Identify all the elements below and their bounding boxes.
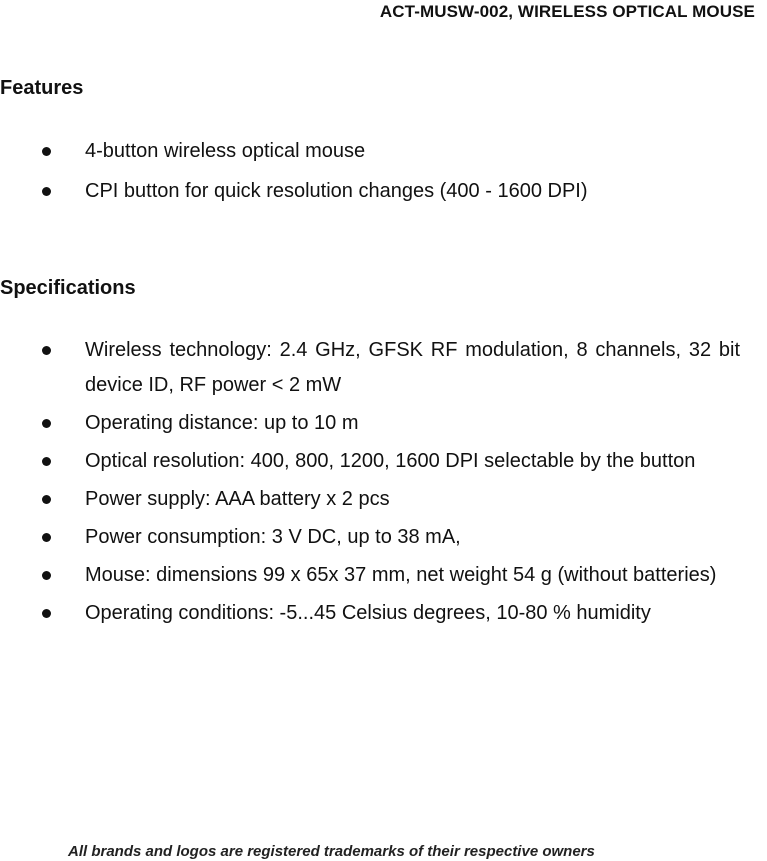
bullet-icon — [42, 457, 51, 466]
spec-item-text: Operating conditions: -5...45 Celsius degrees, 10-80 % humidity — [85, 602, 651, 624]
bullet-icon — [42, 571, 51, 580]
spec-item — [0, 520, 740, 555]
spec-item-text: Mouse: dimensions 99 x 65x 37 mm, net weight 54 g (without batteries) — [85, 564, 717, 586]
spec-item — [0, 444, 740, 479]
bullet-icon — [42, 495, 51, 504]
spec-item-text: Optical resolution: 400, 800, 1200, 1600 DPI selectable by the button — [85, 450, 696, 472]
bullet-icon — [42, 533, 51, 542]
spec-item-text: Operating distance: up to 10 m — [85, 412, 359, 434]
spec-item — [0, 482, 740, 517]
features-list — [0, 134, 740, 214]
spec-item — [0, 558, 740, 593]
bullet-icon — [42, 147, 51, 156]
document-title: ACT-MUSW-002, WIRELESS OPTICAL MOUSE — [379, 2, 755, 21]
trademark-footer: All brands and logos are registered trademarks of their respective owners — [68, 843, 595, 860]
bullet-icon — [42, 187, 51, 196]
bullet-icon — [42, 419, 51, 428]
bullet-icon — [42, 609, 51, 618]
spec-item-text: Wireless technology: 2.4 GHz, GFSK RF modulation, 8 channels, 32 bit device ID, RF power < 2 mW — [85, 339, 740, 396]
feature-item — [0, 134, 740, 169]
spec-item — [0, 596, 740, 631]
specifications-list — [0, 333, 740, 634]
spec-item — [0, 406, 740, 441]
specifications-heading: Specifications — [0, 277, 136, 299]
spec-item-text: Power supply: AAA battery x 2 pcs — [85, 488, 390, 510]
feature-item-text: 4-button wireless optical mouse — [85, 140, 366, 162]
spec-item-text: Power consumption: 3 V DC, up to 38 mA, — [85, 526, 461, 548]
feature-item — [0, 174, 740, 209]
features-heading: Features — [0, 77, 84, 99]
bullet-icon — [42, 346, 51, 355]
feature-item-text: CPI button for quick resolution changes (400 - 1600 DPI) — [85, 180, 588, 202]
spec-item — [0, 333, 740, 403]
